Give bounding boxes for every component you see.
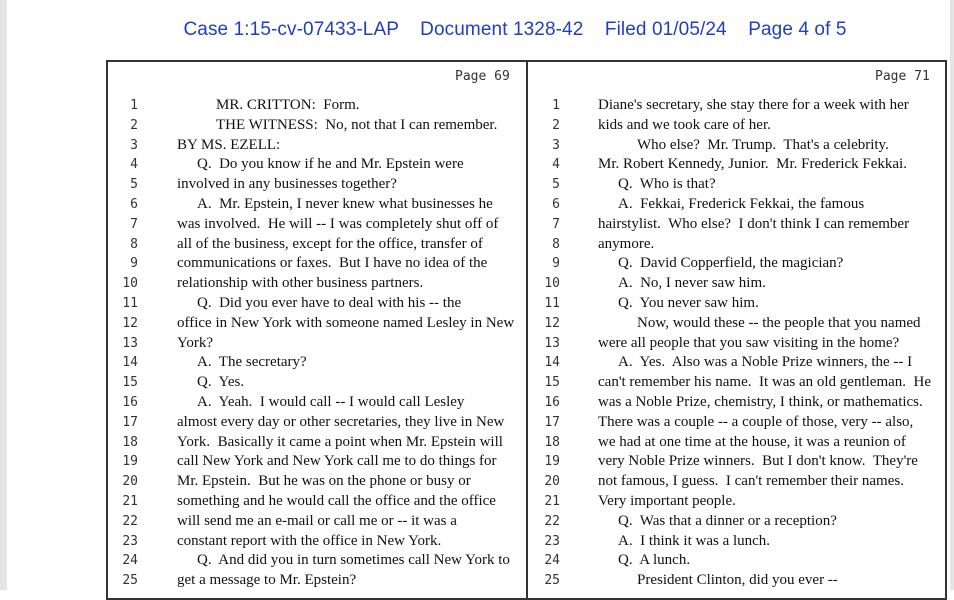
line-text: will send me an e-mail or call me or -- it was a (177, 512, 457, 529)
line-text: we had at one time at the house, it was a reunion of (598, 433, 906, 450)
line-text: Q. A lunch. (618, 552, 691, 569)
line-number: 12 (122, 315, 138, 331)
line-number: 2 (130, 117, 138, 133)
line-number: 3 (552, 137, 560, 153)
line-text: Diane's secretary, she stay there for a week with her (598, 97, 909, 113)
line-text: was a Noble Prize, chemistry, I think, or mathematics. (598, 394, 923, 410)
line-number: 4 (552, 157, 560, 173)
line-number: 18 (122, 434, 138, 450)
line-text: get a message to Mr. Epstein? (177, 572, 357, 589)
line-number: 14 (122, 355, 138, 371)
line-text: was involved. He will -- I was completely shut off of (177, 215, 499, 232)
line-text: very Noble Prize winners. But I don't know. They're (598, 453, 918, 470)
line-text: Q. You never saw him. (618, 295, 759, 311)
line-text: THE WITNESS: No, not that I can remember. (216, 116, 498, 133)
line-number: 21 (544, 494, 560, 509)
line-number: 15 (122, 375, 138, 391)
line-number: 10 (122, 276, 138, 292)
line-number: 13 (544, 335, 560, 351)
line-text: Q. And did you in turn sometimes call New York to (197, 552, 510, 569)
line-text: York? (177, 334, 213, 351)
line-number: 25 (122, 573, 138, 589)
case-header: Case 1:15-cv-07433-LAP Document 1328-42 Filed 01/05/24 Page 4 of 5 (183, 19, 847, 40)
line-text: something and he would call the office and the office (177, 493, 496, 509)
line-text: kids and we took care of her. (598, 116, 771, 133)
line-text: Mr. Epstein. But he was on the phone or busy or (177, 473, 471, 490)
line-number: 20 (122, 474, 138, 490)
line-number: 23 (122, 533, 138, 549)
line-text: York. Basically it came a point when Mr. Epstein will (177, 433, 503, 450)
line-number: 1 (552, 98, 560, 113)
line-text: almost every day or other secretaries, they live in New (177, 413, 505, 430)
line-text: A. Mr. Epstein, I never knew what businesses he (197, 196, 493, 212)
line-number: 5 (552, 177, 560, 193)
line-text: can't remember his name. It was an old gentleman. He (598, 374, 932, 391)
right-page-label: Page 71 (875, 69, 930, 84)
line-number: 9 (130, 256, 138, 272)
line-text: Q. Who is that? (618, 176, 716, 193)
line-number: 25 (544, 573, 560, 589)
line-number: 16 (544, 395, 560, 410)
line-text: A. Fekkai, Frederick Fekkai, the famous (618, 196, 865, 212)
line-number: 10 (544, 276, 560, 292)
line-number: 21 (122, 494, 138, 509)
line-number: 6 (130, 197, 138, 212)
line-text: office in New York with someone named Lesley in New (177, 314, 515, 331)
line-text: Now, would these -- the people that you named (637, 314, 921, 331)
line-number: 7 (552, 216, 560, 232)
line-text: BY MS. EZELL: (177, 136, 281, 153)
line-number: 12 (544, 315, 560, 331)
viewer-scrollbar[interactable] (950, 0, 954, 590)
line-text: communications or faxes. But I have no idea of the (177, 255, 488, 272)
line-number: 11 (544, 296, 560, 311)
line-text: Q. Yes. (197, 374, 245, 391)
line-number: 14 (544, 355, 560, 371)
line-number: 17 (544, 414, 560, 430)
line-number: 23 (544, 533, 560, 549)
line-number: 7 (130, 216, 138, 232)
line-number: 8 (552, 236, 560, 252)
line-text: call New York and New York call me to do things for (177, 453, 497, 470)
line-text: all of the business, except for the office, transfer of (177, 235, 483, 252)
line-number: 17 (122, 414, 138, 430)
line-text: Q. David Copperfield, the magician? (618, 255, 844, 272)
line-number: 11 (122, 296, 138, 311)
line-number: 4 (130, 157, 138, 173)
line-text: relationship with other business partners. (177, 275, 424, 292)
line-number: 6 (552, 197, 560, 212)
line-number: 9 (552, 256, 560, 272)
viewer-left-gutter (0, 0, 7, 590)
line-number: 3 (130, 137, 138, 153)
line-number: 15 (544, 375, 560, 391)
line-text: A. No, I never saw him. (618, 275, 766, 292)
line-number: 8 (130, 236, 138, 252)
line-number: 24 (122, 553, 138, 569)
line-text: President Clinton, did you ever -- (637, 572, 838, 589)
line-number: 2 (552, 117, 560, 133)
line-number: 5 (130, 177, 138, 193)
line-text: Q. Was that a dinner or a reception? (618, 512, 837, 529)
line-number: 20 (544, 474, 560, 490)
line-text: MR. CRITTON: Form. (216, 97, 360, 113)
line-text: Very important people. (598, 493, 736, 509)
line-text: A. The secretary? (197, 354, 307, 371)
line-text: Mr. Robert Kennedy, Junior. Mr. Frederick Fekkai. (598, 156, 907, 173)
line-text: Who else? Mr. Trump. That's a celebrity. (637, 136, 889, 153)
line-number: 1 (130, 98, 138, 113)
line-text: involved in any businesses together? (177, 176, 397, 193)
line-text: Q. Did you ever have to deal with his -- the (197, 295, 462, 311)
line-number: 22 (544, 513, 560, 529)
line-number: 19 (544, 454, 560, 470)
line-number: 18 (544, 434, 560, 450)
line-text: anymore. (598, 235, 655, 252)
line-text: A. I think it was a lunch. (618, 532, 771, 549)
line-number: 13 (122, 335, 138, 351)
line-text: constant report with the office in New York. (177, 532, 442, 549)
left-page-label: Page 69 (455, 69, 510, 84)
line-number: 16 (122, 395, 138, 410)
line-text: hairstylist. Who else? I don't think I can remember (598, 215, 910, 232)
line-number: 19 (122, 454, 138, 470)
line-text: Q. Do you know if he and Mr. Epstein were (197, 156, 464, 173)
line-text: A. Yeah. I would call -- I would call Lesley (197, 394, 465, 410)
line-text: not famous, I guess. I can't remember their names. (598, 473, 904, 490)
line-number: 24 (544, 553, 560, 569)
line-text: were all people that you saw visiting in the home? (598, 334, 900, 351)
line-number: 22 (122, 513, 138, 529)
line-text: A. Yes. Also was a Noble Prize winners, the -- I (618, 354, 913, 371)
line-text: There was a couple -- a couple of those, very -- also, (598, 413, 914, 430)
